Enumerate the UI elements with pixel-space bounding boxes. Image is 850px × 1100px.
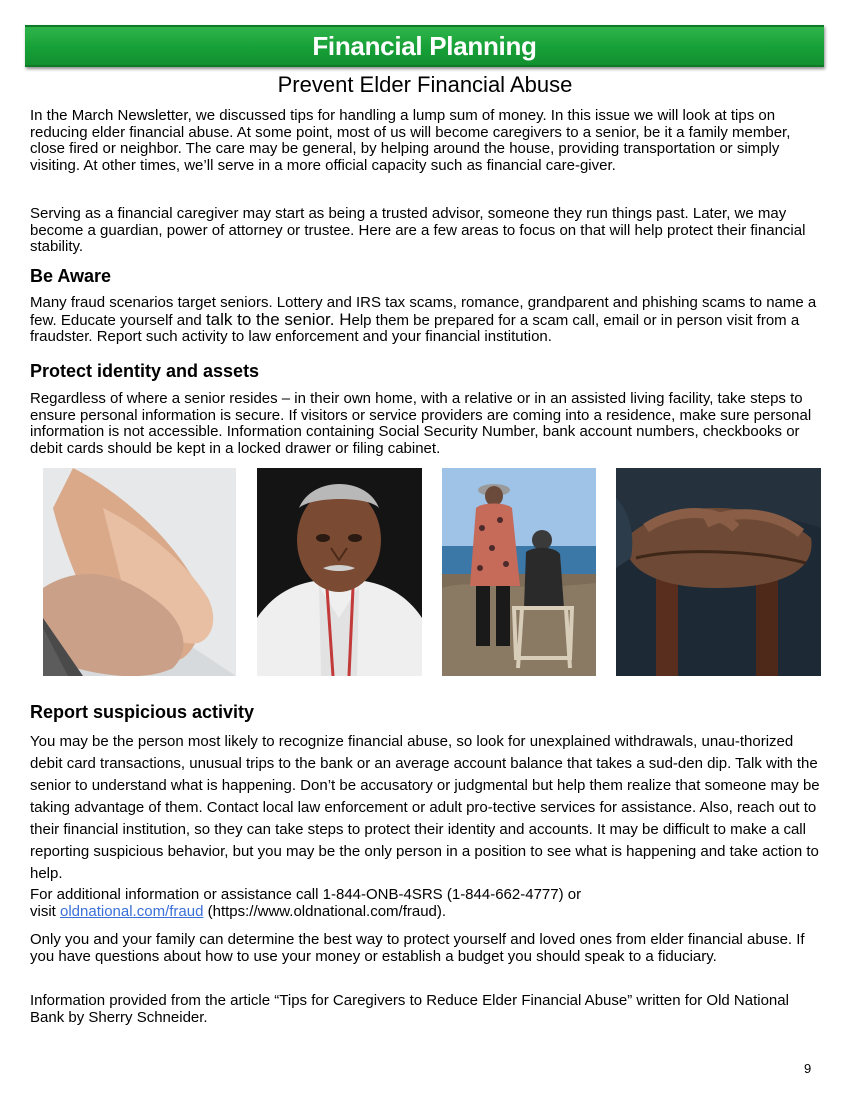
protect-paragraph: Regardless of where a senior resides – in their own home, with a relative or in an assisted living facility, take steps to ensure personal information is secure. If visitors or service providers are coming into a residence, make sure personal information is not accessible. Information containing Social Security Number, bank account numbers, checkbooks or debit cards should be kept in a locked drawer or filing cabinet. (30, 390, 812, 457)
closing-paragraph-1: Only you and your family can determine the best way to protect yourself and loved ones from elder financial abuse. If you have questions about how to use your money or establish a budget you should speak to a fiduciary. (30, 931, 805, 965)
heading-report-activity: Report suspicious activity (30, 702, 255, 722)
photo-hands-on-cane (616, 468, 821, 676)
banner-title: Financial Planning (312, 30, 537, 61)
photo-holding-hands (43, 468, 236, 676)
report-paragraph: You may be the person most likely to recognize financial abuse, so look for unexplained withdrawals, unau-thorized debit card transactions, unusual trips to the bank or an average account balance that takes a sud-den dip. Talk with the senior to understand what is happening. Don’t be accusatory or judgmental but help them realize that someone may be taking advantage of them. Contact local law enforcement or adult pro-tective services for assistance. Also, reach out to their financial institution, so they can take steps to protect their identity and accounts. It may be difficult to make a call reporting suspicious behavior, but you may be the only person in a position to see what is happening and take action to help. (30, 733, 820, 882)
be-aware-paragraph (30, 295, 824, 346)
photo-elderly-man-portrait (257, 468, 422, 676)
intro-paragraph-1: In the March Newsletter, we discussed tips for handling a lump sum of money. In this issue we will look at tips on reducing elder financial abuse. At some point, most of us will become caregivers to a senior, be it a family member, close fired or neighbor. The care may be general, by helping around the house, providing transportation or simply visiting. At other times, we’ll serve in a more official capacity such as financial care-giver. (30, 107, 791, 174)
article-title: Prevent Elder Financial Abuse (277, 72, 573, 97)
fraud-link[interactable]: oldnational.com/fraud (60, 902, 204, 920)
contact-visit: visit (30, 902, 60, 920)
be-aware-text-2: elp them be prepared for a scam call, email or in person visit from a fraudster. Report such activity to law enforcement and your financial institution. (30, 311, 800, 345)
closing-paragraph-2: Information provided from the article “Tips for Caregivers to Reduce Elder Financial Abuse” written for Old National Bank by Sherry Schneider. (30, 992, 789, 1026)
intro-paragraph-2: Serving as a financial caregiver may start as being a trusted advisor, someone they run things past. Later, we may become a guardian, power of attorney or trustee. Here are a few areas to focus on that will help protect their financial stability. (30, 205, 806, 255)
page-number: 9 (804, 1061, 812, 1076)
section-banner (25, 25, 824, 67)
contact-url: (https://www.oldnational.com/fraud). (203, 902, 447, 920)
be-aware-emphasis: talk to the senior. H (205, 309, 352, 329)
contact-line: For additional information or assistance call 1-844-ONB-4SRS (1-844-662-4777) or (30, 886, 582, 903)
heading-be-aware: Be Aware (30, 266, 112, 286)
be-aware-text-1: Many fraud scenarios target seniors. Lottery and IRS tax scams, romance, grandparent and phishing scams to name a few. Educate yourself and (30, 294, 817, 329)
contact-paragraph (30, 887, 824, 920)
photo-caregiver-beach (442, 468, 596, 676)
heading-protect-identity: Protect identity and assets (30, 361, 260, 381)
